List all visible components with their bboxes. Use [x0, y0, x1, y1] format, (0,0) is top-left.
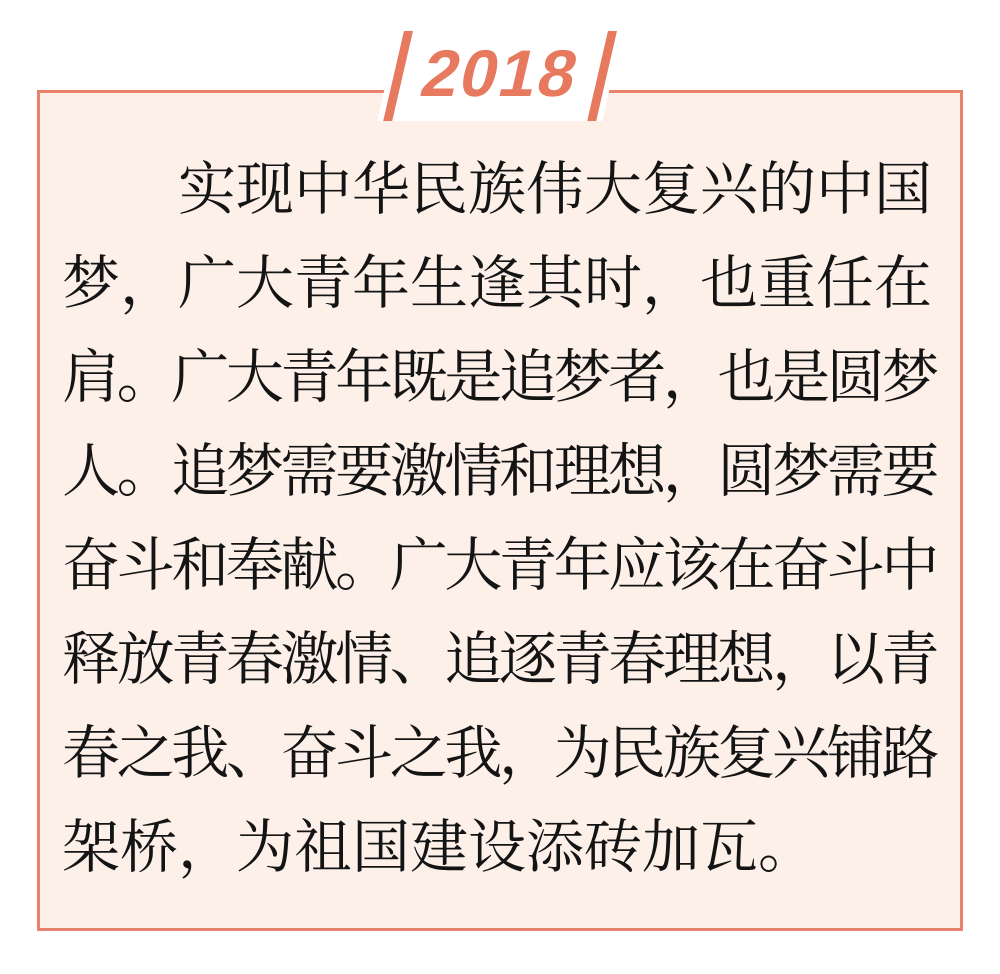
quote-line: 实现中华民族伟大复兴的中国 [178, 157, 933, 222]
quote-line: 梦，广大青年生逢其时，也重任在 [62, 251, 933, 316]
quote-line: 奋斗和奉献。广大青年应该在奋斗中 [62, 533, 937, 598]
year-badge [377, 31, 623, 121]
quote-card [37, 90, 963, 931]
quote-line: 架桥，为祖国建设添砖加瓦。 [62, 815, 817, 880]
year-label: 2018 [414, 36, 587, 110]
quote-line: 肩。广大青年既是追梦者，也是圆梦 [62, 345, 937, 410]
quote-line: 释放青春激情、追逐青春理想，以青 [62, 627, 937, 692]
quote-line: 春之我、奋斗之我，为民族复兴铺路 [62, 721, 937, 786]
quote-line: 人。追梦需要激情和理想，圆梦需要 [62, 439, 937, 504]
